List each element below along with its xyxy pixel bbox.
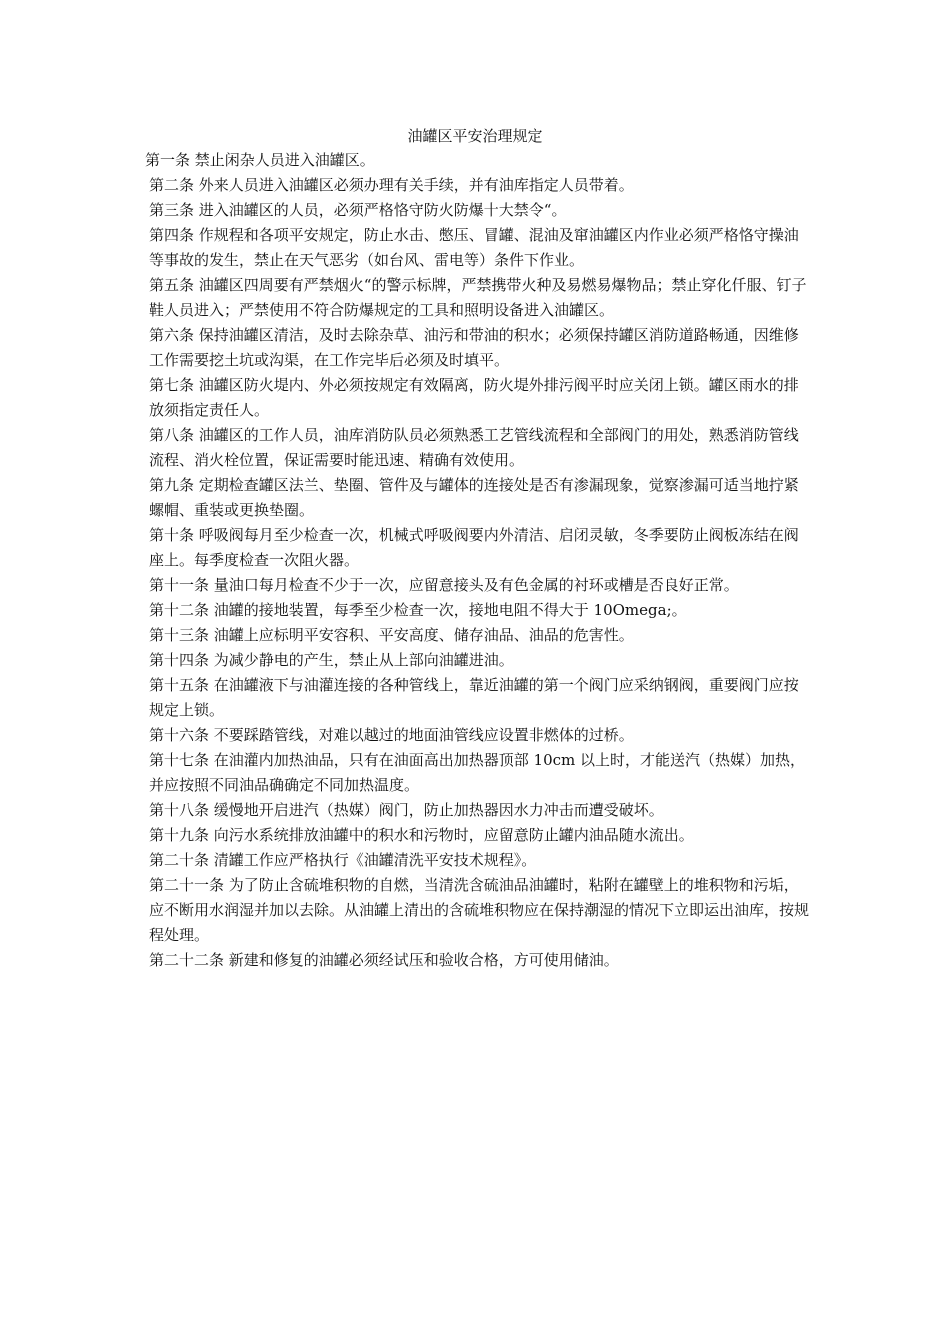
article-16: 第十六条 不要踩踏管线，对难以越过的地面油管线应设置非燃体的过桥。 xyxy=(149,726,634,744)
article-14: 第十四条 为减少静电的产生，禁止从上部向油罐进油。 xyxy=(149,651,514,669)
article-17: 第十七条 在油灌内加热油品，只有在油面高出加热器顶部 10cm 以上时，才能送汽（热媒）加热，并应按照不同油品确确定不同加热温度。 xyxy=(149,751,806,794)
article-6: 第六条 保持油罐区清洁，及时去除杂草、油污和带油的积水；必须保持罐区消防道路畅通，因维修工作需要挖土坑或沟渠，在工作完毕后必须及时填平。 xyxy=(149,326,799,369)
article-8: 第八条 油罐区的工作人员，油库消防队员必须熟悉工艺管线流程和全部阀门的用处，熟悉消防管线流程、消火栓位置，保证需要时能迅速、精确有效使用。 xyxy=(149,426,799,469)
article-11: 第十一条 量油口每月检查不少于一次，应留意接头及有色金属的衬环或槽是否良好正常。 xyxy=(149,576,739,594)
article-13: 第十三条 油罐上应标明平安容积、平安高度、储存油品、油品的危害性。 xyxy=(149,626,634,644)
document-body xyxy=(145,148,811,973)
article-19: 第十九条 向污水系统排放油罐中的积水和污物时，应留意防止罐内油品随水流出。 xyxy=(149,826,694,844)
article-7: 第七条 油罐区防火堤内、外必须按规定有效隔离，防火堤外排污阀平时应关闭上锁。罐区雨水的排放须指定责任人。 xyxy=(149,376,799,419)
article-20: 第二十条 清罐工作应严格执行《油罐清洗平安技术规程》。 xyxy=(149,851,537,869)
article-18: 第十八条 缓慢地开启进汽（热媒）阀门，防止加热器因水力冲击而遭受破坏。 xyxy=(149,801,664,819)
article-21: 第二十一条 为了防止含硫堆积物的自燃，当清洗含硫油品油罐时，粘附在罐壁上的堆积物和污垢，应不断用水润湿并加以去除。从油罐上清出的含硫堆积物应在保持潮湿的情况下立即运出油库，按规程处理。 xyxy=(149,876,810,944)
article-5: 第五条 油罐区四周要有严禁烟火“的警示标牌，严禁携带火种及易燃易爆物品；禁止穿化仟服、钉子鞋人员进入；严禁使用不符合防爆规定的工具和照明设备进入油罐区。 xyxy=(149,276,807,319)
document-title: 油罐区平安治理规定 xyxy=(407,127,543,145)
article-15: 第十五条 在油罐液下与油灌连接的各种管线上，靠近油罐的第一个阀门应采纳钢阀，重要阀门应按规定上锁。 xyxy=(149,676,799,719)
article-3: 第三条 进入油罐区的人员，必须严格恪守防火防爆十大禁令“。 xyxy=(149,201,567,219)
article-10: 第十条 呼吸阀每月至少检查一次，机械式呼吸阀要内外清洁、启闭灵敏，冬季要防止阀板冻结在阀座上。每季度检查一次阻火器。 xyxy=(149,526,799,569)
article-2: 第二条 外来人员进入油罐区必须办理有关手续，并有油库指定人员带着。 xyxy=(149,176,634,194)
article-4: 第四条 作规程和各项平安规定，防止水击、憋压、冒罐、混油及窜油罐区内作业必须严格恪守操油等事故的发生，禁止在天气恶劣（如台风、雷电等）条件下作业。 xyxy=(149,226,799,269)
article-1: 第一条 禁止闲杂人员进入油罐区。 xyxy=(145,151,375,169)
article-22: 第二十二条 新建和修复的油罐必须经试压和验收合格，方可使用储油。 xyxy=(149,951,619,969)
article-12: 第十二条 油罐的接地装置，每季至少检查一次，接地电阻不得大于 10Omega;。 xyxy=(149,601,687,619)
article-9: 第九条 定期检查罐区法兰、垫圈、管件及与罐体的连接处是否有渗漏现象，觉察渗漏可适当地拧紧螺帽、重装或更换垫圈。 xyxy=(149,476,799,519)
